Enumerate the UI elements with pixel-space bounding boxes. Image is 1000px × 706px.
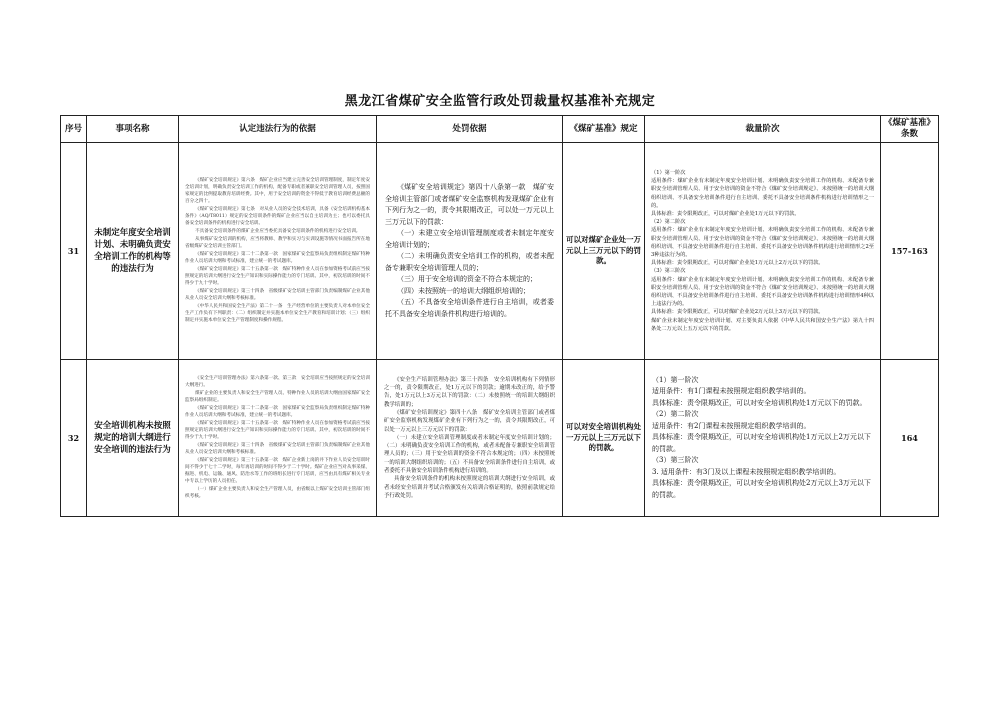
discretion-line: 具体标准：责令限期改正，可以对安全培训机构处2万元以上3万元以下的罚款。 — [652, 479, 871, 499]
basis-paragraph: 《安全生产培训管理办法》第六条第一款、第三款 安全培训应当按照规定的安全培训大纲进行。 — [185, 376, 370, 388]
basis-paragraph: 《煤矿安全培训规定》第三十五条第一款 煤矿企业新上岗的井下作业人员安全培训时间不得少于七十二学时，每年再培训的时间不得少于二十学时。煤矿企业应当对从事采煤、掘进、机电、运输、通风、防治水等工作的班组长进行专门培训，应当由具有煤矿相关专业中专以上学历的人员担任。 — [185, 458, 370, 484]
penalty-paragraph: 《煤矿安全培训规定》第四十八条 煤矿安全培训主管部门或者煤矿安全监察机构发现煤矿企业有下列行为之一的，责令其限期改正，可以处一万元以上三万元以下的罚款： — [384, 409, 555, 433]
penalty-paragraph: 具备安全培训条件的机构未按照规定的培训大纲进行安全培训，或者未经安全培训并考试合格颁发有关培训合格证明的，依照前款规定给予行政处罚。 — [384, 476, 555, 499]
row-no: 32 — [61, 360, 87, 517]
page-title: 黑龙江省煤矿安全监管行政处罚裁量权基准补充规定 — [344, 94, 656, 109]
row-discretion — [645, 360, 881, 517]
header-basis: 认定违法行为的依据 — [179, 116, 377, 143]
header-discretion: 裁量阶次 — [645, 116, 881, 143]
basis-paragraph: 《煤矿安全培训规定》第二十二条第一款 国家煤矿安全监察局负责组织制定煤矿特种作业人员培训大纲和考试标准，建立统一的考试题库。 — [185, 252, 370, 264]
row-item-name: 安全培训机构未按照规定的培训大纲进行安全培训的违法行为 — [87, 360, 179, 517]
row-penalty — [377, 360, 563, 517]
header-name: 事项名称 — [87, 116, 179, 143]
header-no: 序号 — [61, 116, 87, 143]
table-header-row — [61, 116, 939, 143]
row-item-name: 未制定年度安全培训计划、未明确负责安全培训工作的机构等的违法行为 — [87, 143, 179, 360]
penalty-paragraph: （一）未建立安全培训管理制度或者未制定年度安全培训计划的； — [385, 229, 554, 249]
discretion-line: （2）第二阶次 — [652, 410, 699, 419]
row-no: 31 — [61, 143, 87, 360]
penalty-paragraph: （五）不具备安全培训条件进行自主培训，或者委托不具备安全培训条件机构进行培训的。 — [385, 298, 554, 318]
row-discretion — [645, 143, 881, 360]
basis-paragraph: 《煤矿安全培训规定》第六条 煤矿企业应当建立完善安全培训管理制度，制定年度安全培训计划，明确负责安全培训工作的机构，配备专职或者兼职安全培训管理人员，按照国家规定的比例提取教育培训经费。其中，用于安全培训的资金不得低于教育培训经费总额的百分之四十。 — [185, 178, 370, 204]
table-row — [61, 360, 939, 517]
basis-paragraph: 《煤矿安全培训规定》第二十二条第一款 国家煤矿安全监察局负责组织制定煤矿特种作业人员培训大纲和考试标准，建立统一的考试题库。 — [185, 406, 370, 418]
discretion-line: 具体标准：责令限期改正，可以对煤矿企业处1万元以下的罚款。 — [651, 210, 800, 217]
basis-paragraph: 《煤矿安全培训规定》第二十五条第一款 煤矿特种作业人员在参加资格考试前应当按照规定的培训大纲进行安全生产知识和实际操作能力的专门培训。其中，初次培训的时间不得少于九十学时。 — [185, 421, 370, 440]
discretion-line: 适用条件：有1门课程未按照规定组织教学培训的。 — [652, 387, 811, 396]
discretion-line: （3）第三阶次 — [652, 456, 699, 465]
basis-paragraph: 《煤矿安全培训规定》第二十五条第一款 煤矿特种作业人员在参加资格考试前应当按照规定的培训大纲进行安全生产知识和实际操作能力的专门培训。其中，初次培训的时间不得少于九十学时。 — [185, 267, 370, 286]
discretion-line: （1）第一阶次 — [652, 375, 699, 384]
penalty-paragraph: （一）未建立安全培训管理制度或者未制定年度安全培训计划的；（二）未明确负责安全培训工作的机构，或者未配备专兼职安全培训管理人员的；（三）用于安全培训的资金不符合本规定的；（四）未按照统一的培训大纲组织培训的；（五）不具备安全培训条件进行自主培训，或者委托不具备安全培训条件机构进行培训的。 — [384, 434, 555, 475]
row-basis — [179, 360, 377, 517]
basis-paragraph: 《煤矿安全培训规定》第三十四条 省级煤矿安全培训主管部门负责编制煤矿企业其他从业人员安全培训大纲和考核标准。 — [185, 443, 370, 455]
basis-paragraph: 《煤矿安全培训规定》第七条 对从业人员的安全技术培训，具备《安全培训机构基本条件》（AQ/T8011）规定的安全培训条件的煤矿企业应当以自主培训为主；也可以委托具备安全培训条件的机构进行安全培训。 — [185, 207, 370, 226]
discretion-line: 3. 适用条件：有3门及以上课程未按照规定组织教学培训的。 — [652, 467, 841, 476]
basis-paragraph: （一）煤矿企业主要负责人和安全生产管理人员，由省级以上煤矿安全培训主管部门组织考核。 — [185, 487, 370, 499]
row-basis — [179, 143, 377, 360]
discretion-line: 具体标准：责令限期改正，可以对煤矿企业处1万元以上2万元以下的罚款。 — [651, 260, 824, 267]
row-standard: 可以对煤矿企业处一万元以上三万元以下的罚款。 — [563, 143, 645, 360]
penalty-paragraph: （四）未按照统一的培训大纲组织培训的； — [397, 286, 530, 295]
discretion-line: （1）第一阶次 — [651, 169, 686, 176]
discretion-line: （3）第三阶次 — [651, 268, 686, 275]
basis-paragraph: 煤矿企业的主要负责人和安全生产管理人员、特种作业人员的培训大纲由国家煤矿安全监察局组织制定。 — [185, 391, 370, 403]
discretion-line: （2）第二阶次 — [651, 219, 686, 226]
basis-paragraph: 从事煤矿安全培训的机构，应当将教师、教学和实习与实训设施等情况书面报告所在地省级煤矿安全培训主管部门。 — [185, 237, 370, 249]
row-penalty — [377, 143, 563, 360]
discretion-line: 具体标准：责令限期改正，可以对煤矿企业处2万元以上3万元以下的罚款。 — [651, 309, 824, 316]
row-articles: 157-163 — [881, 143, 939, 360]
penalty-paragraph: （二）未明确负责安全培训工作的机构，或者未配备专兼职安全培训管理人员的； — [385, 252, 554, 272]
discretion-line: 适用条件：煤矿企业有未制定年度安全培训计划、未明确负责安全培训工作的机构、未配备专兼职安全培训管理人员、用于安全培训的资金不符合《煤矿安全培训规定》、未按照统一的培训大纲组织培训、不具备安全培训条件进行自主培训、委托不具备安全培训条件机构进行培训情形之2至3种违法行为的。 — [651, 227, 874, 258]
basis-paragraph: 《中华人民共和国安全生产法》第二十一条 生产经营单位的主要负责人对本单位安全生产工作负有下列职责：（二）组织制定并实施本单位安全生产教育和培训计划；（三）组织制定并实施本单位安全生产管理制度和操作规程。 — [185, 304, 370, 323]
penalty-table — [60, 115, 939, 517]
row-articles: 164 — [881, 360, 939, 517]
penalty-paragraph: （三）用于安全培训的资金不符合本规定的； — [397, 275, 537, 283]
penalty-paragraph: 《煤矿安全培训规定》第四十八条第一款 煤矿安全培训主管部门或者煤矿安全监察机构发现煤矿企业有下列行为之一的，责令其限期改正，可以处一万元以上三万元以下的罚款： — [385, 183, 554, 226]
discretion-line: 适用条件：煤矿企业有未制定年度安全培训计划、未明确负责安全培训工作的机构、未配备专兼职安全培训管理人员、用于安全培训的资金不符合《煤矿安全培训规定》、未按照统一的培训大纲组织培训、不具备安全培训条件进行自主培训、委托不具备安全培训条件机构进行培训情形4种以上违法行为的。 — [651, 276, 874, 308]
header-penalty: 处罚依据 — [377, 116, 563, 143]
discretion-line: 具体标准：责令限期改正，可以对安全培训机构处1万元以下的罚款。 — [652, 398, 867, 407]
table-row — [61, 143, 939, 360]
basis-paragraph: 《煤矿安全培训规定》第三十四条 省级煤矿安全培训主管部门负责编制煤矿企业其他从业人员安全培训大纲和考核标准。 — [185, 289, 370, 301]
discretion-line: 具体标准：责令限期改正，可以对安全培训机构处1万元以上2万元以下的罚款。 — [652, 433, 871, 453]
basis-paragraph: 不具备安全培训条件的煤矿企业应当委托具备安全培训条件的机构进行安全培训。 — [195, 229, 361, 234]
discretion-line: 适用条件：有2门课程未按照规定组织教学培训的。 — [652, 421, 811, 430]
discretion-line: 煤矿企业未制定年度安全培训计划、对主要负责人依据《中华人民共和国安全生产法》第九十四条处二万元以上五万元以下的罚款。 — [651, 317, 874, 332]
penalty-paragraph: 《安全生产培训管理办法》第三十四条 安全培训机构有下列情形之一的，责令限期改正，处1万元以下的罚款；逾期未改正的，给予警告，处1万元以上3万元以下的罚款：（二）未按照统一的培训大纲组织教学培训的； — [384, 376, 555, 408]
header-articles: 《煤矿基准》条数 — [881, 116, 939, 143]
header-standard: 《煤矿基准》规定 — [563, 116, 645, 143]
row-standard: 可以对安全培训机构处一万元以上三万元以下的罚款。 — [563, 360, 645, 517]
discretion-line: 适用条件：煤矿企业有未制定年度安全培训计划、未明确负责安全培训工作的机构、未配备专兼职安全培训管理人员、用于安全培训的资金不符合《煤矿安全培训规定》、未按照统一的培训大纲组织培训、不具备安全培训条件进行自主培训、委托不具备安全培训条件机构进行培训情形之一的。 — [651, 178, 874, 209]
